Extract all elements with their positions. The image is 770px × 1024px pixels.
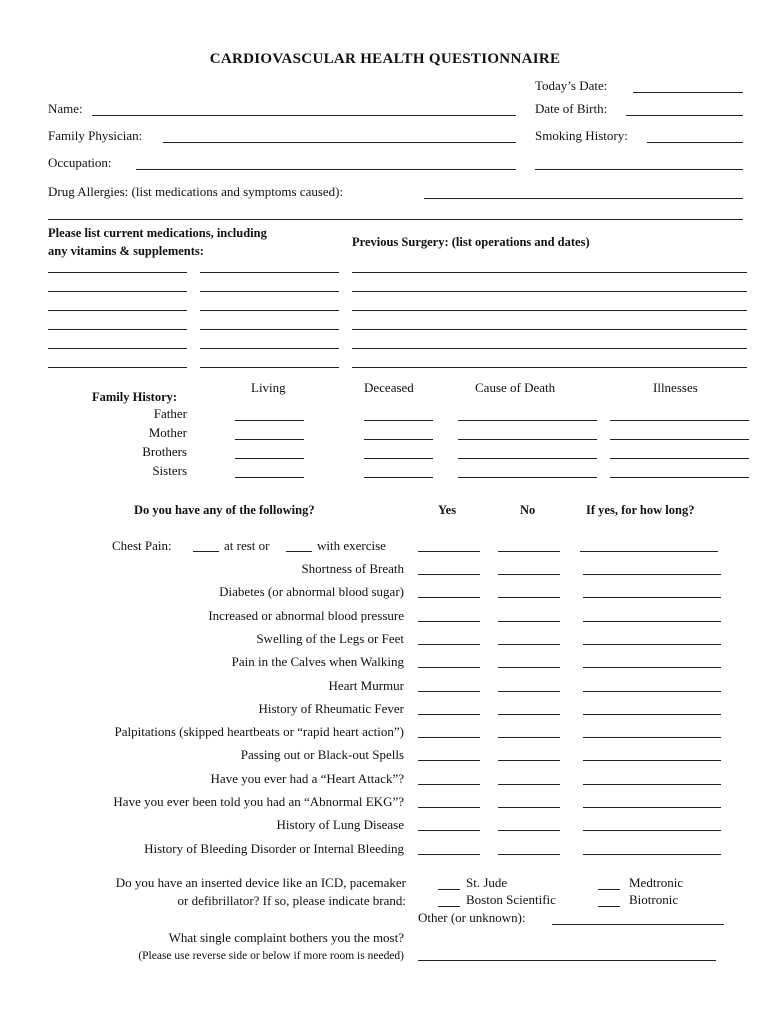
condition-no-field[interactable] (498, 691, 560, 692)
condition-how-long-field[interactable] (583, 737, 721, 738)
occupation-field[interactable] (136, 169, 516, 170)
condition-no-field[interactable] (498, 597, 560, 598)
device-question-2: or defibrillator? If so, please indicate brand: (177, 893, 406, 908)
condition-no-field[interactable] (498, 667, 560, 668)
medication-line[interactable] (200, 367, 339, 368)
medication-line[interactable] (48, 329, 187, 330)
cause-of-death-field[interactable] (458, 420, 597, 421)
boston-scientific-field[interactable] (438, 906, 460, 907)
condition-how-long-field[interactable] (583, 830, 721, 831)
condition-how-long-field[interactable] (583, 691, 721, 692)
condition-yes-field[interactable] (418, 784, 480, 785)
complaint-note: (Please use reverse side or below if more room is needed) (138, 950, 404, 962)
condition-label: Have you ever been told you had an “Abnormal EKG”? (113, 794, 404, 809)
dob-label: Date of Birth: (535, 101, 608, 116)
condition-how-long-field[interactable] (583, 784, 721, 785)
condition-how-long-field[interactable] (583, 644, 721, 645)
medication-line[interactable] (48, 291, 187, 292)
condition-label: Shortness of Breath (301, 561, 404, 576)
condition-yes-field[interactable] (418, 644, 480, 645)
condition-how-long-field[interactable] (583, 760, 721, 761)
allergies-field[interactable] (424, 198, 743, 199)
condition-label: Swelling of the Legs or Feet (256, 630, 404, 646)
dob-field[interactable] (626, 115, 743, 116)
medication-line[interactable] (200, 291, 339, 292)
allergies-field-2[interactable] (48, 219, 743, 220)
cause-of-death-field[interactable] (458, 477, 597, 478)
condition-yes-field[interactable] (418, 760, 480, 761)
medication-line[interactable] (200, 329, 339, 330)
page-title: CARDIOVASCULAR HEALTH QUESTIONNAIRE (209, 51, 561, 67)
surgery-line[interactable] (352, 310, 747, 311)
condition-yes-field[interactable] (418, 667, 480, 668)
deceased-field[interactable] (364, 439, 433, 440)
condition-yes-field[interactable] (418, 854, 480, 855)
smoking-label: Smoking History: (535, 128, 628, 143)
condition-how-long-field[interactable] (583, 807, 721, 808)
brand-st-jude: St. Jude (466, 875, 508, 890)
condition-no-field[interactable] (498, 784, 560, 785)
condition-no-field[interactable] (498, 644, 560, 645)
condition-no-field[interactable] (498, 574, 560, 575)
device-question-1: Do you have an inserted device like an ICD, pacemaker (115, 875, 406, 890)
medication-line[interactable] (48, 348, 187, 349)
medication-line[interactable] (48, 310, 187, 311)
st-jude-field[interactable] (438, 889, 460, 890)
condition-no-field[interactable] (498, 621, 560, 622)
family-member-label: Brothers (142, 444, 187, 459)
medication-line[interactable] (48, 367, 187, 368)
illnesses-field[interactable] (610, 420, 749, 421)
brand-medtronic: Medtronic (629, 875, 684, 890)
condition-yes-field[interactable] (418, 621, 480, 622)
condition-how-long-field[interactable] (583, 597, 721, 598)
living-field[interactable] (235, 420, 304, 421)
name-label: Name: (48, 101, 83, 116)
condition-how-long-field[interactable] (583, 667, 721, 668)
other-brand-label: Other (or unknown): (418, 910, 526, 925)
condition-no-field[interactable] (498, 854, 560, 855)
allergies-label: Drug Allergies: (list medications and symptoms caused): (48, 184, 344, 199)
condition-yes-field[interactable] (418, 807, 480, 808)
chest-pain-rest-field[interactable] (193, 551, 219, 552)
occupation-label: Occupation: (48, 155, 112, 170)
medications-label-1: Please list current medications, including (48, 226, 267, 240)
condition-no-field[interactable] (498, 737, 560, 738)
extra-header-field[interactable] (535, 169, 743, 170)
condition-yes-field[interactable] (418, 574, 480, 575)
living-field[interactable] (235, 477, 304, 478)
surgery-line[interactable] (352, 291, 747, 292)
cause-of-death-field[interactable] (458, 458, 597, 459)
condition-how-long-field[interactable] (583, 854, 721, 855)
col-how-long: If yes, for how long? (586, 503, 695, 517)
medication-line[interactable] (200, 348, 339, 349)
brand-boston-scientific: Boston Scientific (466, 892, 556, 907)
condition-how-long-field[interactable] (583, 574, 721, 575)
complaint-question: What single complaint bothers you the most? (168, 930, 404, 945)
condition-yes-field[interactable] (418, 691, 480, 692)
condition-label: History of Bleeding Disorder or Internal Bleeding (144, 840, 404, 856)
col-cause-of-death: Cause of Death (475, 380, 556, 395)
condition-no-field[interactable] (498, 807, 560, 808)
col-living: Living (251, 380, 286, 395)
complaint-field[interactable] (418, 960, 716, 961)
condition-label: Heart Murmur (328, 677, 404, 693)
living-field[interactable] (235, 458, 304, 459)
medication-line[interactable] (48, 272, 187, 273)
condition-yes-field[interactable] (418, 737, 480, 738)
condition-label: Passing out or Black-out Spells (240, 747, 404, 763)
surgery-line[interactable] (352, 272, 747, 273)
condition-yes-field[interactable] (418, 830, 480, 831)
surgery-label: Previous Surgery: (list operations and dates) (352, 235, 590, 249)
condition-yes-field[interactable] (418, 714, 480, 715)
condition-no-field[interactable] (498, 830, 560, 831)
illnesses-field[interactable] (610, 477, 749, 478)
col-illnesses: Illnesses (653, 380, 698, 395)
chest-pain-at-rest: at rest or (224, 538, 270, 553)
medtronic-field[interactable] (598, 889, 620, 890)
family-member-label: Sisters (152, 463, 187, 478)
family-member-label: Mother (148, 425, 187, 440)
medication-line[interactable] (200, 272, 339, 273)
family-member-label: Father (153, 406, 187, 421)
condition-label: Pain in the Calves when Walking (231, 654, 404, 670)
chest-pain-exercise-field[interactable] (286, 551, 312, 552)
condition-label: Have you ever had a “Heart Attack”? (210, 770, 404, 786)
living-field[interactable] (235, 439, 304, 440)
cause-of-death-field[interactable] (458, 439, 597, 440)
col-no: No (520, 503, 536, 517)
condition-label: History of Rheumatic Fever (258, 700, 404, 716)
medications-label-2: any vitamins & supplements: (48, 244, 204, 258)
deceased-field[interactable] (364, 458, 433, 459)
surgery-line[interactable] (352, 329, 747, 330)
condition-label: Diabetes (or abnormal blood sugar) (219, 584, 404, 600)
condition-how-long-field[interactable] (583, 621, 721, 622)
chest-pain-how-long[interactable] (580, 551, 718, 552)
chest-pain-no[interactable] (498, 551, 560, 552)
illnesses-field[interactable] (610, 439, 749, 440)
surgery-line[interactable] (352, 367, 747, 368)
condition-label: Palpitations (skipped heartbeats or “rapid heart action”) (114, 724, 404, 740)
brand-biotronic: Biotronic (629, 892, 679, 907)
name-field[interactable] (92, 115, 516, 116)
condition-no-field[interactable] (498, 714, 560, 715)
condition-yes-field[interactable] (418, 597, 480, 598)
biotronic-field[interactable] (598, 906, 620, 907)
col-yes: Yes (438, 503, 457, 517)
chest-pain-with-exercise: with exercise (317, 538, 386, 553)
physician-label: Family Physician: (48, 128, 143, 143)
smoking-field[interactable] (647, 142, 743, 143)
chest-pain-label: Chest Pain: (112, 538, 172, 553)
condition-label: History of Lung Disease (276, 817, 404, 833)
family-history-label: Family History: (92, 390, 178, 404)
col-deceased: Deceased (364, 380, 414, 395)
illnesses-field[interactable] (610, 458, 749, 459)
todays-date-field[interactable] (633, 92, 743, 93)
deceased-field[interactable] (364, 477, 433, 478)
surgery-line[interactable] (352, 348, 747, 349)
physician-field[interactable] (163, 142, 516, 143)
todays-date-label: Today’s Date: (535, 78, 608, 93)
chest-pain-yes[interactable] (418, 551, 480, 552)
condition-no-field[interactable] (498, 760, 560, 761)
condition-how-long-field[interactable] (583, 714, 721, 715)
medication-line[interactable] (200, 310, 339, 311)
conditions-question: Do you have any of the following? (134, 503, 315, 517)
condition-label: Increased or abnormal blood pressure (208, 607, 404, 623)
deceased-field[interactable] (364, 420, 433, 421)
other-brand-field[interactable] (552, 924, 724, 925)
